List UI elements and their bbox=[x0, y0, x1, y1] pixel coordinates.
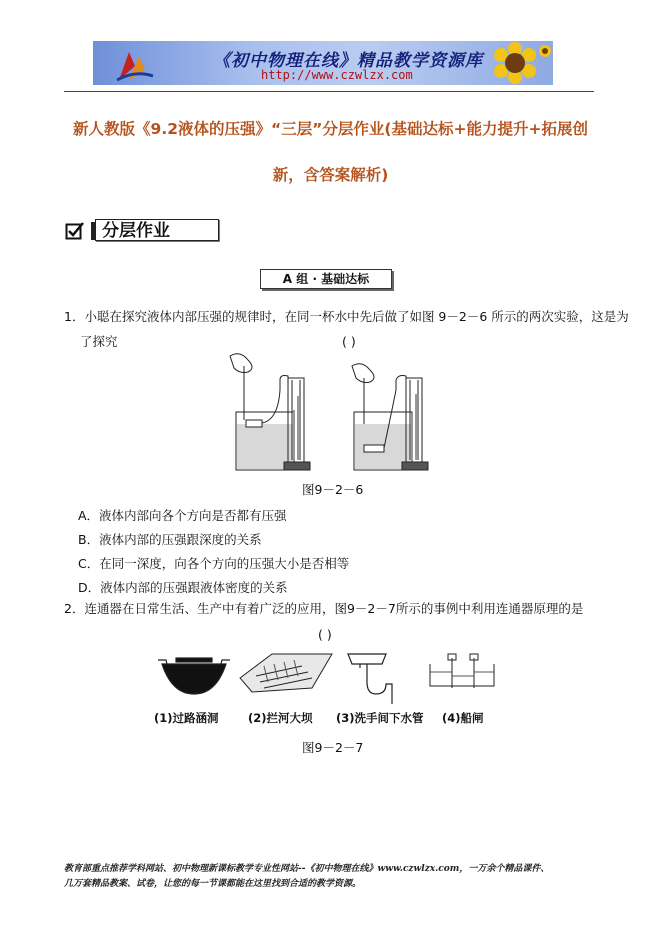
document-title-line2: 新，含答案解析) bbox=[272, 166, 389, 184]
experiment-setup-1 bbox=[230, 354, 310, 470]
question-1-option-a: A．液体内部向各个方向是否都有压强 bbox=[78, 508, 287, 523]
section-header bbox=[65, 219, 221, 243]
document-title bbox=[40, 106, 621, 198]
group-label: A 组 · 基础达标 bbox=[260, 269, 392, 289]
question-1-option-b: B．液体内部的压强跟深度的关系 bbox=[78, 532, 262, 547]
header-rule bbox=[64, 91, 594, 92]
question-1-option-d: D．液体内部的压强跟液体密度的关系 bbox=[78, 580, 288, 595]
question-2-stem-line1: 2．连通器在日常生活、生产中有着广泛的应用，图9－2－7所示的事例中利用连通器原理的是 bbox=[64, 601, 584, 616]
question-1-stem-line2: 了探究 bbox=[80, 334, 118, 349]
banner-url: http://www.czwlzx.com bbox=[261, 68, 413, 82]
label-dam: (2)拦河大坝 bbox=[248, 711, 313, 725]
figure-9-2-7-labels bbox=[154, 711, 484, 725]
sink-drain-diagram bbox=[348, 654, 392, 704]
question-1-stem-line1: 1．小聪在探究液体内部压强的规律时，在同一杯水中先后做了如图 9－2－6 所示的两次实验，这是为 bbox=[64, 309, 629, 324]
dam-diagram bbox=[240, 654, 332, 692]
figure-9-2-7 bbox=[152, 648, 498, 725]
label-culvert: (1)过路涵洞 bbox=[154, 711, 219, 725]
banner-title: 《初中物理在线》精品教学资源库 bbox=[213, 51, 483, 71]
header-banner bbox=[93, 41, 553, 85]
footer-line1: 教育部重点推荐学科网站、初中物理新课标教学专业性网站--《初中物理在线》www.czwlzx.com，一万余个精品课件、 bbox=[64, 864, 550, 874]
section-title: 分层作业 bbox=[95, 219, 219, 241]
label-sink-drain: (3)洗手间下水管 bbox=[336, 711, 424, 725]
logo-icon bbox=[115, 46, 155, 82]
page-footer bbox=[64, 862, 604, 892]
figure-9-2-6-caption: 图9－2－6 bbox=[302, 482, 364, 497]
culvert-diagram bbox=[158, 658, 230, 694]
question-1-answer-blank: ( ) bbox=[342, 334, 356, 349]
label-ship-lock: (4)船闸 bbox=[442, 711, 484, 725]
figure-9-2-7-caption: 图9－2－7 bbox=[302, 740, 364, 755]
question-1-option-c: C．在同一深度，向各个方向的压强大小是否相等 bbox=[78, 556, 350, 571]
footer-line2: 几万套精品教案、试卷，让您的每一节课都能在这里找到合适的教学资源。 bbox=[64, 879, 362, 889]
question-2-answer-blank: ( ) bbox=[318, 627, 332, 642]
ship-lock-diagram bbox=[430, 654, 494, 688]
experiment-setup-2 bbox=[352, 364, 428, 470]
checkbox-checked-icon bbox=[65, 221, 85, 241]
figure-9-2-6 bbox=[218, 350, 446, 474]
document-title-line1: 新人教版《9.2液体的压强》“三层”分层作业(基础达标+能力提升+拓展创 bbox=[73, 120, 588, 138]
sunflower-icon bbox=[485, 41, 553, 85]
